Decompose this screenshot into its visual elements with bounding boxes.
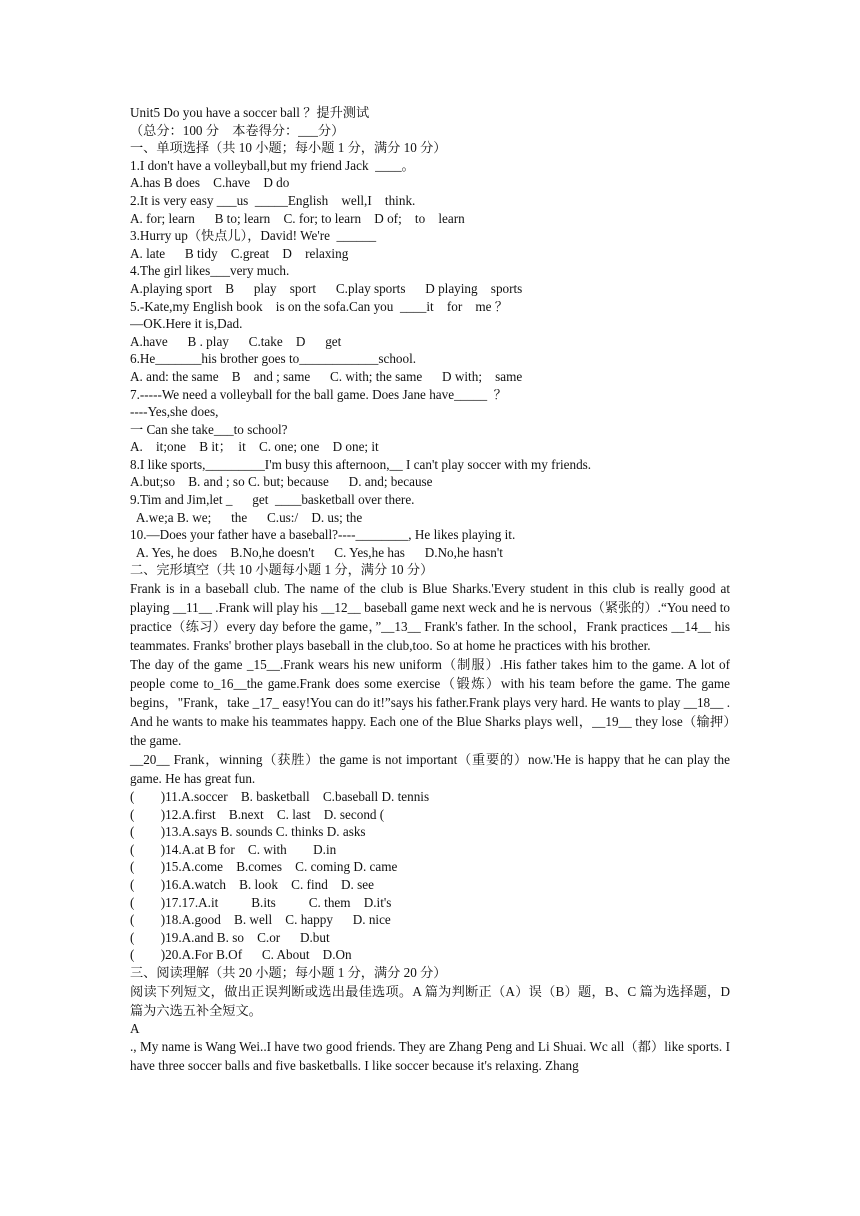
cloze-option-line: ( )14.A.at B for C. with D.in <box>130 841 337 857</box>
question-line: A.we;a B. we; the C.us:/ D. us; the <box>130 509 363 525</box>
section-heading-reading: 三、阅读理解（共 20 小题；每小题 1 分，满分 20 分） <box>130 964 447 980</box>
cloze-paragraph: Frank is in a baseball club. The name of the club is Blue Sharks.'Every student in this club is really good at playing __11__ .Frank will play his __12__ baseball game next weck and he is nervous（紧张的）.“You need to practice（练习）every day before the game，”__13__ Frank's father. In the school，Frank practices __14__ his teammates. Franks' brother plays baseball in the club,too. So at home he practices with his brother. <box>130 581 730 654</box>
document-title: Unit5 Do you have a soccer ball ？提升测试 <box>130 105 370 120</box>
cloze-option-line: ( )19.A.and B. so C.or D.but <box>130 929 330 945</box>
question-line: A.but;so B. and ; so C. but; because D. and; because <box>130 474 433 490</box>
question-line: A.has B does C.have D do <box>130 175 290 191</box>
question-line: 10.—Does your father have a baseball?----________, He likes playing it. <box>130 527 516 543</box>
question-line: —OK.Here it is,Dad. <box>130 316 243 332</box>
question-line: 6.He_______his brother goes to____________school. <box>130 351 417 367</box>
question-line: A. it;one B it； it C. one; one D one; it <box>130 439 379 455</box>
question-line: 一 Can she take___to school? <box>130 421 288 437</box>
cloze-option-line: ( )15.A.come B.comes C. coming D. came <box>130 859 398 875</box>
question-line: A. and: the same B and ; same C. with; the same D with; same <box>130 368 523 384</box>
cloze-option-line: ( )17.17.A.it B.its C. them D.it's <box>130 894 392 910</box>
passage-label: A <box>130 1020 140 1036</box>
question-line: 7.-----We need a volleyball for the ball game. Does Jane have_____ ？ <box>130 386 507 402</box>
question-line: ----Yes,she does, <box>130 404 219 420</box>
question-line: 9.Tim and Jim,let _ get ____basketball over there. <box>130 492 415 508</box>
reading-passage: ., My name is Wang Wei..I have two good friends. They are Zhang Peng and Li Shuai. Wc all（都）like sports. I have three soccer balls and five basketballs. I like soccer because it's relaxing. Zhang <box>130 1039 730 1074</box>
cloze-option-line: ( )12.A.first B.next C. last D. second ( <box>130 806 385 822</box>
cloze-paragraph: __20__ Frank，winning（获胜）the game is not important（重要的）now.'He is happy that he can play the game. He has great fun. <box>130 752 730 787</box>
question-line: A. Yes, he does B.No,he doesn't C. Yes,he has D.No,he hasn't <box>130 544 503 560</box>
cloze-option-line: ( )13.A.says B. sounds C. thinks D. asks <box>130 824 366 840</box>
question-line: 2.It is very easy ___us _____English well,I think. <box>130 192 416 208</box>
question-line: A.have B . play C.take D get <box>130 333 342 349</box>
score-line: （总分：100 分 本卷得分：___分） <box>130 122 345 138</box>
question-line: 5.-Kate,my English book is on the sofa.Can you ____it for me ？ <box>130 298 508 314</box>
question-line: 3.Hurry up（快点儿），David! We're ______ <box>130 228 377 244</box>
question-line: A. late B tidy C.great D relaxing <box>130 245 349 261</box>
cloze-option-line: ( )18.A.good B. well C. happy D. nice <box>130 912 391 928</box>
section-heading-multiple-choice: 一、单项选择（共 10 小题；每小题 1 分，满分 10 分） <box>130 140 447 156</box>
reading-instructions: 阅读下列短文，做出正误判断或选出最佳选项。A 篇为判断正（A）误（B）题，B、C 篇为选择题，D 篇为六选五补全短文。 <box>130 983 730 1018</box>
question-line: 8.I like sports,_________I'm busy this afternoon,__ I can't play soccer with my friends. <box>130 456 592 472</box>
question-line: 4.The girl likes___very much. <box>130 263 290 279</box>
question-line: 1.I don't have a volleyball,but my friend Jack ____。 <box>130 157 415 173</box>
question-line: A.playing sport B play sport C.play sports D playing sports <box>130 280 523 296</box>
document-body <box>130 104 730 1075</box>
question-line: A. for; learn B to; learn C. for; to learn D of; to learn <box>130 210 465 226</box>
cloze-option-line: ( )16.A.watch B. look C. find D. see <box>130 877 374 892</box>
section-heading-cloze: 二、完形填空（共 10 小题每小题 1 分，满分 10 分） <box>130 562 434 578</box>
cloze-option-line: ( )20.A.For B.Of C. About D.On <box>130 947 352 963</box>
cloze-paragraph: The day of the game _15__.Frank wears his new uniform（制服）.His father takes him to the game. A lot of people come to_16__the game.Frank does some exercise（锻炼）with his team before the game. The game begins，"Frank，take _17_ easy!You can do it!”says his father.Frank plays very hard. He wants to play __18__ . And he wants to make his teammates happy. Each one of the Blue Sharks plays well，__19__ they lose（输押）the game. <box>130 657 730 749</box>
cloze-option-line: ( )11.A.soccer B. basketball C.baseball D. tennis <box>130 789 430 805</box>
